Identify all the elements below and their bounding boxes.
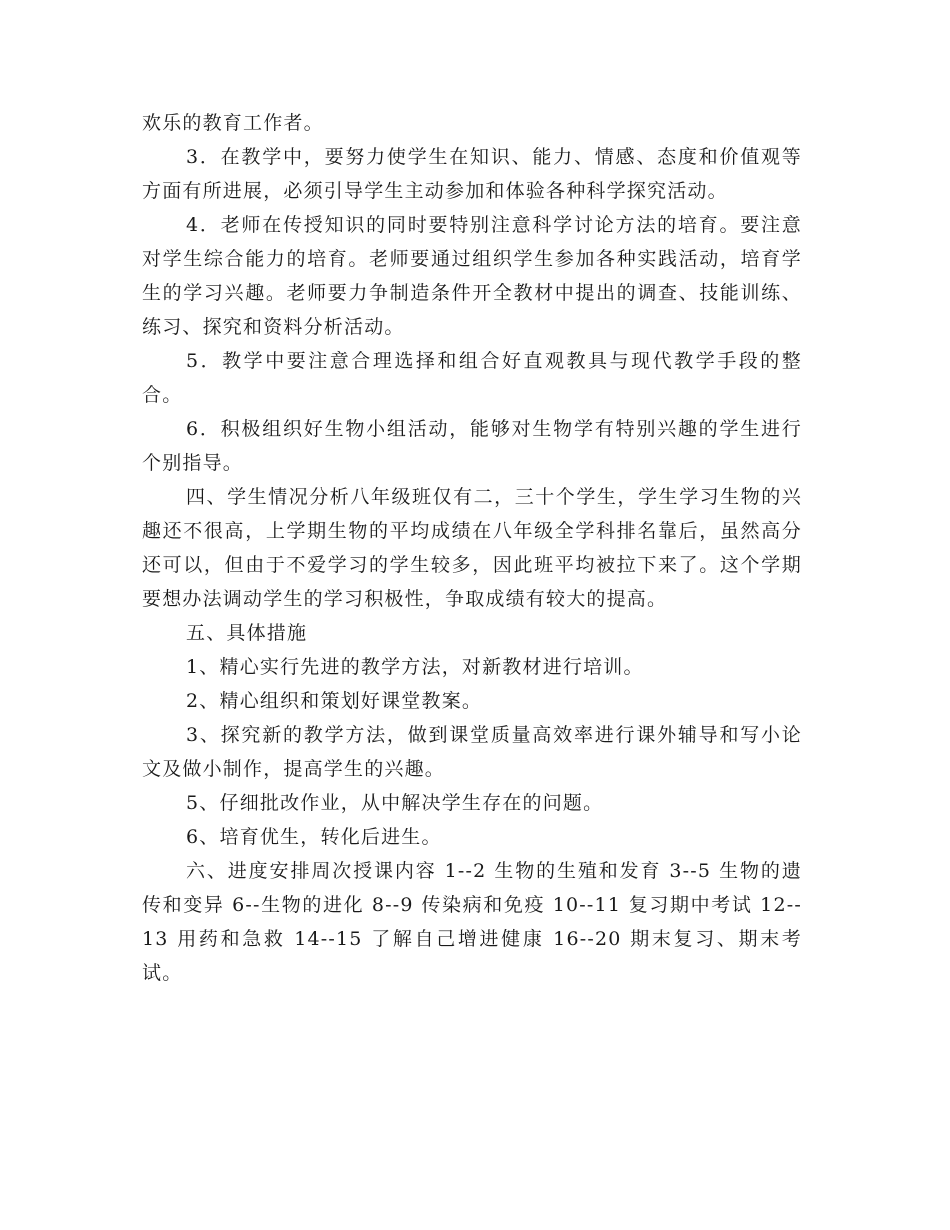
section-heading: 五、具体措施: [186, 622, 308, 644]
list-item: 6、培育优生，转化后进生。: [186, 826, 442, 848]
paragraph: 四、学生情况分析八年级班仅有二，三十个学生，学生学习生物的兴趣还不很高，上学期生物的平均成绩在八年级全学科排名靠后，虽然高分还可以，但由于不爱学习的学生较多，因此班平均被拉下来了。这个学期要想办法调动学生的学习积极性，争取成绩有较大的提高。: [142, 486, 802, 610]
paragraph: 5．教学中要注意合理选择和组合好直观教具与现代教学手段的整合。: [142, 350, 802, 406]
list-item: 2、精心组织和策划好课堂教案。: [186, 690, 483, 712]
paragraph: 6．积极组织好生物小组活动，能够对生物学有特别兴趣的学生进行个别指导。: [142, 418, 802, 474]
paragraph: 3．在教学中，要努力使学生在知识、能力、情感、态度和价值观等方面有所进展，必须引导学生主动参加和体验各种科学探究活动。: [142, 146, 802, 202]
paragraph: 欢乐的教育工作者。: [142, 112, 324, 134]
document-body: [142, 106, 802, 990]
paragraph: 六、进度安排周次授课内容 1--2 生物的生殖和发育 3--5 生物的遗传和变异 6--生物的进化 8--9 传染病和免疫 10--11 复习期中考试 12--13 用药和急救 14--15 了解自己增进健康 16--20 期末复习、期末考试。: [142, 860, 802, 984]
list-item: 1、精心实行先进的教学方法，对新教材进行培训。: [186, 656, 644, 678]
list-item: 3、探究新的教学方法，做到课堂质量高效率进行课外辅导和写小论文及做小制作，提高学生的兴趣。: [142, 724, 802, 780]
list-item: 5、仔细批改作业，从中解决学生存在的问题。: [186, 792, 604, 814]
paragraph: 4．老师在传授知识的同时要特别注意科学讨论方法的培育。要注意对学生综合能力的培育。老师要通过组织学生参加各种实践活动，培育学生的学习兴趣。老师要力争制造条件开全教材中提出的调查、技能训练、练习、探究和资料分析活动。: [142, 214, 802, 338]
